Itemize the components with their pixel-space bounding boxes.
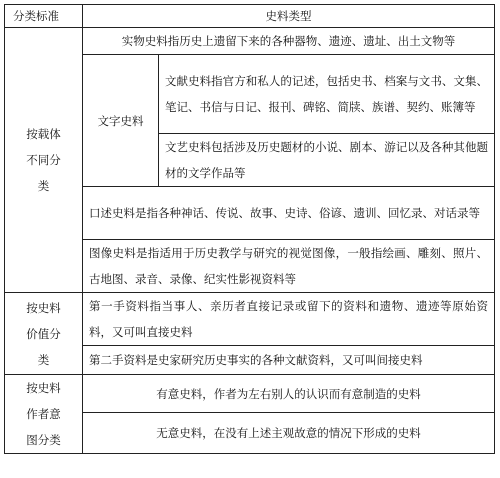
cell-physical-sources: 实物史料指历史上遗留下来的各种器物、遗迹、遗址、出土文物等 <box>83 28 495 55</box>
cell-unintentional-sources: 无意史料，在没有上述主观故意的情况下形成的史料 <box>83 413 495 454</box>
header-types: 史料类型 <box>83 5 495 28</box>
cell-image-sources: 图像史料是指适用于历史教学与研究的视觉图像，一般指绘画、雕刻、照片、古地图、录音、录像、纪实性影视资料等 <box>83 240 495 293</box>
table-row <box>5 293 495 346</box>
category-intent-label: 按史料作者意图分类 <box>26 381 61 447</box>
header-row <box>5 5 495 28</box>
header-standard: 分类标准 <box>5 5 83 28</box>
cell-second-hand-sources: 第二手资料是史家研究历史事实的各种文献资料，又可叫间接史料 <box>83 346 495 375</box>
cell-first-hand-sources: 第一手资料指当事人、亲历者直接记录或留下的资料和遗物、遗迹等原始资料，又可叫直接史料 <box>83 293 495 346</box>
table-row <box>5 375 495 413</box>
cell-intentional-sources: 有意史料，作者为左右别人的认识而有意制造的史料 <box>83 375 495 413</box>
category-carrier <box>5 28 83 293</box>
category-value <box>5 293 83 375</box>
cell-oral-sources: 口述史料是指各种神话、传说、故事、史诗、俗谚、遗训、回忆录、对话录等 <box>83 187 495 240</box>
category-carrier-label: 按载体不同分类 <box>26 127 61 193</box>
historical-sources-table <box>4 4 495 454</box>
category-value-label: 按史料价值分类 <box>26 300 61 367</box>
table-row <box>5 28 495 55</box>
cell-literary-sources: 文艺史料包括涉及历史题材的小说、剧本、游记以及各种其他题材的文学作品等 <box>159 134 495 187</box>
cell-document-sources: 文献史料指官方和私人的记述，包括史书、档案与文书、文集、笔记、书信与日记、报刊、碑铭、简牍、族谱、契约、账簿等 <box>159 55 495 134</box>
cell-written-sources-label: 文字史料 <box>83 55 159 187</box>
category-intent <box>5 375 83 454</box>
